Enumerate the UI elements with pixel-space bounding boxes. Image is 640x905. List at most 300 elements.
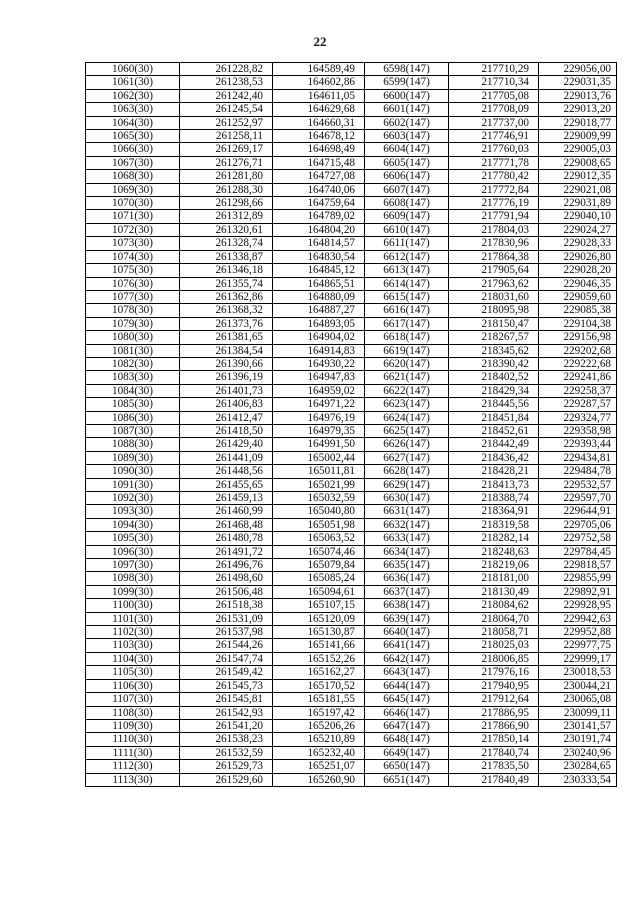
cell-y-right: 229104,38 bbox=[539, 317, 617, 330]
cell-y-right: 229028,33 bbox=[539, 237, 617, 250]
cell-x-right: 217771,78 bbox=[449, 156, 539, 169]
table-row bbox=[86, 411, 617, 424]
cell-x-right: 218058,71 bbox=[449, 626, 539, 639]
table-row bbox=[86, 599, 617, 612]
cell-y-right: 229784,45 bbox=[539, 545, 617, 558]
cell-y-right: 229287,57 bbox=[539, 398, 617, 411]
cell-x-left: 261491,72 bbox=[180, 545, 273, 558]
cell-x-left: 261338,87 bbox=[180, 250, 273, 263]
cell-x-left: 261245,54 bbox=[180, 103, 273, 116]
cell-point-id-left: 1084(30) bbox=[86, 384, 180, 397]
cell-y-left: 165085,24 bbox=[273, 572, 365, 585]
cell-point-id-right: 6642(147) bbox=[365, 652, 449, 665]
cell-x-left: 261441,09 bbox=[180, 451, 273, 464]
cell-x-right: 218445,56 bbox=[449, 398, 539, 411]
cell-y-left: 165260,90 bbox=[273, 773, 365, 786]
cell-y-right: 229028,20 bbox=[539, 264, 617, 277]
cell-point-id-right: 6636(147) bbox=[365, 572, 449, 585]
cell-y-left: 165011,81 bbox=[273, 465, 365, 478]
coordinates-table-body bbox=[86, 63, 617, 787]
cell-y-right: 229031,89 bbox=[539, 197, 617, 210]
cell-point-id-left: 1100(30) bbox=[86, 599, 180, 612]
cell-x-right: 218388,74 bbox=[449, 492, 539, 505]
cell-point-id-right: 6605(147) bbox=[365, 156, 449, 169]
cell-x-right: 217780,42 bbox=[449, 170, 539, 183]
cell-point-id-left: 1075(30) bbox=[86, 264, 180, 277]
cell-x-left: 261532,59 bbox=[180, 746, 273, 759]
cell-y-left: 164930,22 bbox=[273, 357, 365, 370]
cell-y-right: 229434,81 bbox=[539, 451, 617, 464]
cell-point-id-left: 1095(30) bbox=[86, 532, 180, 545]
cell-y-left: 164789,02 bbox=[273, 210, 365, 223]
cell-x-left: 261312,89 bbox=[180, 210, 273, 223]
cell-y-right: 229012,35 bbox=[539, 170, 617, 183]
cell-x-left: 261269,17 bbox=[180, 143, 273, 156]
cell-y-left: 164893,05 bbox=[273, 317, 365, 330]
cell-y-left: 164740,06 bbox=[273, 183, 365, 196]
cell-y-right: 230240,96 bbox=[539, 746, 617, 759]
cell-x-left: 261228,82 bbox=[180, 63, 273, 76]
cell-x-left: 261496,76 bbox=[180, 559, 273, 572]
cell-point-id-right: 6634(147) bbox=[365, 545, 449, 558]
cell-point-id-left: 1066(30) bbox=[86, 143, 180, 156]
cell-point-id-right: 6641(147) bbox=[365, 639, 449, 652]
cell-y-right: 229040,10 bbox=[539, 210, 617, 223]
cell-point-id-right: 6637(147) bbox=[365, 585, 449, 598]
cell-point-id-right: 6619(147) bbox=[365, 344, 449, 357]
cell-y-left: 164611,05 bbox=[273, 89, 365, 102]
cell-point-id-right: 6638(147) bbox=[365, 599, 449, 612]
cell-y-right: 229892,91 bbox=[539, 585, 617, 598]
table-row bbox=[86, 532, 617, 545]
cell-point-id-right: 6646(147) bbox=[365, 706, 449, 719]
cell-y-right: 230141,57 bbox=[539, 719, 617, 732]
cell-y-right: 229855,99 bbox=[539, 572, 617, 585]
cell-x-right: 217940,95 bbox=[449, 679, 539, 692]
cell-y-left: 165152,26 bbox=[273, 652, 365, 665]
cell-y-left: 164660,31 bbox=[273, 116, 365, 129]
cell-x-left: 261547,74 bbox=[180, 652, 273, 665]
cell-y-left: 164914,83 bbox=[273, 344, 365, 357]
cell-x-left: 261401,73 bbox=[180, 384, 273, 397]
cell-point-id-right: 6635(147) bbox=[365, 559, 449, 572]
cell-x-right: 218181,00 bbox=[449, 572, 539, 585]
cell-x-right: 217737,00 bbox=[449, 116, 539, 129]
cell-point-id-left: 1083(30) bbox=[86, 371, 180, 384]
cell-point-id-left: 1108(30) bbox=[86, 706, 180, 719]
cell-x-right: 217710,34 bbox=[449, 76, 539, 89]
cell-y-left: 165040,80 bbox=[273, 505, 365, 518]
cell-y-left: 165051,98 bbox=[273, 518, 365, 531]
table-row bbox=[86, 492, 617, 505]
cell-y-left: 165120,09 bbox=[273, 612, 365, 625]
cell-y-right: 229013,76 bbox=[539, 89, 617, 102]
cell-y-left: 165079,84 bbox=[273, 559, 365, 572]
cell-y-right: 229597,70 bbox=[539, 492, 617, 505]
cell-x-left: 261429,40 bbox=[180, 438, 273, 451]
cell-y-left: 165162,27 bbox=[273, 666, 365, 679]
cell-y-left: 164991,50 bbox=[273, 438, 365, 451]
cell-x-left: 261459,13 bbox=[180, 492, 273, 505]
cell-y-left: 164845,12 bbox=[273, 264, 365, 277]
cell-point-id-left: 1061(30) bbox=[86, 76, 180, 89]
cell-x-left: 261320,61 bbox=[180, 223, 273, 236]
cell-point-id-right: 6603(147) bbox=[365, 130, 449, 143]
coordinates-table bbox=[85, 62, 617, 787]
cell-x-right: 217840,74 bbox=[449, 746, 539, 759]
table-row bbox=[86, 572, 617, 585]
cell-x-right: 218436,42 bbox=[449, 451, 539, 464]
table-row bbox=[86, 585, 617, 598]
cell-x-right: 217835,50 bbox=[449, 760, 539, 773]
cell-y-right: 229059,60 bbox=[539, 290, 617, 303]
cell-y-left: 164759,64 bbox=[273, 197, 365, 210]
cell-x-left: 261537,98 bbox=[180, 626, 273, 639]
cell-point-id-left: 1094(30) bbox=[86, 518, 180, 531]
cell-x-left: 261468,48 bbox=[180, 518, 273, 531]
cell-point-id-right: 6622(147) bbox=[365, 384, 449, 397]
cell-x-left: 261506,48 bbox=[180, 585, 273, 598]
table-row bbox=[86, 760, 617, 773]
table-row bbox=[86, 357, 617, 370]
cell-point-id-right: 6643(147) bbox=[365, 666, 449, 679]
cell-x-left: 261252,97 bbox=[180, 116, 273, 129]
table-row bbox=[86, 438, 617, 451]
cell-x-left: 261242,40 bbox=[180, 89, 273, 102]
cell-point-id-left: 1097(30) bbox=[86, 559, 180, 572]
cell-point-id-right: 6639(147) bbox=[365, 612, 449, 625]
cell-point-id-right: 6614(147) bbox=[365, 277, 449, 290]
cell-point-id-left: 1107(30) bbox=[86, 693, 180, 706]
cell-point-id-left: 1088(30) bbox=[86, 438, 180, 451]
cell-y-right: 230333,54 bbox=[539, 773, 617, 786]
cell-point-id-right: 6647(147) bbox=[365, 719, 449, 732]
table-row bbox=[86, 290, 617, 303]
cell-y-right: 229202,68 bbox=[539, 344, 617, 357]
cell-x-left: 261281,80 bbox=[180, 170, 273, 183]
cell-point-id-left: 1069(30) bbox=[86, 183, 180, 196]
cell-point-id-right: 6606(147) bbox=[365, 170, 449, 183]
cell-x-left: 261238,53 bbox=[180, 76, 273, 89]
table-row bbox=[86, 277, 617, 290]
cell-point-id-right: 6630(147) bbox=[365, 492, 449, 505]
cell-x-right: 218390,42 bbox=[449, 357, 539, 370]
cell-y-left: 164715,48 bbox=[273, 156, 365, 169]
table-row bbox=[86, 183, 617, 196]
cell-y-right: 229818,57 bbox=[539, 559, 617, 572]
cell-point-id-right: 6631(147) bbox=[365, 505, 449, 518]
cell-x-right: 218364,91 bbox=[449, 505, 539, 518]
cell-point-id-left: 1096(30) bbox=[86, 545, 180, 558]
cell-y-left: 165197,42 bbox=[273, 706, 365, 719]
cell-point-id-left: 1090(30) bbox=[86, 465, 180, 478]
cell-x-left: 261362,86 bbox=[180, 290, 273, 303]
cell-x-right: 218130,49 bbox=[449, 585, 539, 598]
cell-x-right: 217791,94 bbox=[449, 210, 539, 223]
cell-y-left: 165251,07 bbox=[273, 760, 365, 773]
cell-x-right: 218442,49 bbox=[449, 438, 539, 451]
cell-point-id-right: 6599(147) bbox=[365, 76, 449, 89]
cell-x-right: 217840,49 bbox=[449, 773, 539, 786]
cell-x-right: 218428,21 bbox=[449, 465, 539, 478]
table-row bbox=[86, 505, 617, 518]
cell-point-id-right: 6616(147) bbox=[365, 304, 449, 317]
cell-point-id-left: 1060(30) bbox=[86, 63, 180, 76]
cell-point-id-left: 1101(30) bbox=[86, 612, 180, 625]
cell-x-left: 261448,56 bbox=[180, 465, 273, 478]
cell-y-right: 229013,20 bbox=[539, 103, 617, 116]
cell-point-id-left: 1099(30) bbox=[86, 585, 180, 598]
cell-point-id-right: 6607(147) bbox=[365, 183, 449, 196]
table-row bbox=[86, 518, 617, 531]
cell-y-left: 165002,44 bbox=[273, 451, 365, 464]
cell-point-id-left: 1112(30) bbox=[86, 760, 180, 773]
table-row bbox=[86, 130, 617, 143]
cell-y-left: 164629,68 bbox=[273, 103, 365, 116]
table-row bbox=[86, 545, 617, 558]
cell-x-left: 261545,81 bbox=[180, 693, 273, 706]
cell-point-id-left: 1065(30) bbox=[86, 130, 180, 143]
cell-x-left: 261412,47 bbox=[180, 411, 273, 424]
cell-x-right: 218031,60 bbox=[449, 290, 539, 303]
cell-point-id-left: 1076(30) bbox=[86, 277, 180, 290]
cell-x-right: 218452,61 bbox=[449, 424, 539, 437]
cell-y-left: 164589,49 bbox=[273, 63, 365, 76]
cell-y-right: 229021,08 bbox=[539, 183, 617, 196]
cell-x-left: 261538,23 bbox=[180, 733, 273, 746]
table-row bbox=[86, 451, 617, 464]
table-row bbox=[86, 170, 617, 183]
table-row bbox=[86, 143, 617, 156]
cell-x-left: 261529,60 bbox=[180, 773, 273, 786]
cell-y-left: 165021,99 bbox=[273, 478, 365, 491]
cell-y-right: 230284,65 bbox=[539, 760, 617, 773]
cell-x-right: 217866,90 bbox=[449, 719, 539, 732]
table-row bbox=[86, 76, 617, 89]
cell-x-right: 217850,14 bbox=[449, 733, 539, 746]
table-row bbox=[86, 424, 617, 437]
cell-point-id-left: 1103(30) bbox=[86, 639, 180, 652]
table-row bbox=[86, 210, 617, 223]
table-row bbox=[86, 679, 617, 692]
cell-x-right: 218413,73 bbox=[449, 478, 539, 491]
cell-y-right: 229393,44 bbox=[539, 438, 617, 451]
cell-y-left: 164865,51 bbox=[273, 277, 365, 290]
cell-point-id-left: 1087(30) bbox=[86, 424, 180, 437]
cell-y-right: 229484,78 bbox=[539, 465, 617, 478]
cell-point-id-right: 6629(147) bbox=[365, 478, 449, 491]
cell-y-right: 229009,99 bbox=[539, 130, 617, 143]
cell-x-right: 217864,38 bbox=[449, 250, 539, 263]
cell-x-left: 261396,19 bbox=[180, 371, 273, 384]
cell-y-left: 165206,26 bbox=[273, 719, 365, 732]
cell-x-left: 261298,66 bbox=[180, 197, 273, 210]
cell-point-id-left: 1064(30) bbox=[86, 116, 180, 129]
cell-point-id-right: 6632(147) bbox=[365, 518, 449, 531]
cell-y-left: 165094,61 bbox=[273, 585, 365, 598]
cell-point-id-left: 1093(30) bbox=[86, 505, 180, 518]
table-row bbox=[86, 156, 617, 169]
cell-point-id-left: 1062(30) bbox=[86, 89, 180, 102]
cell-x-left: 261549,42 bbox=[180, 666, 273, 679]
cell-point-id-left: 1091(30) bbox=[86, 478, 180, 491]
cell-x-right: 218084,62 bbox=[449, 599, 539, 612]
cell-point-id-right: 6644(147) bbox=[365, 679, 449, 692]
cell-point-id-right: 6601(147) bbox=[365, 103, 449, 116]
cell-y-right: 229644,91 bbox=[539, 505, 617, 518]
cell-x-left: 261545,73 bbox=[180, 679, 273, 692]
cell-y-left: 164727,08 bbox=[273, 170, 365, 183]
cell-point-id-right: 6609(147) bbox=[365, 210, 449, 223]
cell-point-id-right: 6613(147) bbox=[365, 264, 449, 277]
cell-y-right: 229928,95 bbox=[539, 599, 617, 612]
cell-x-right: 217772,84 bbox=[449, 183, 539, 196]
cell-x-right: 218064,70 bbox=[449, 612, 539, 625]
cell-y-left: 165210,89 bbox=[273, 733, 365, 746]
table-row bbox=[86, 371, 617, 384]
cell-x-left: 261258,11 bbox=[180, 130, 273, 143]
cell-y-right: 229156,98 bbox=[539, 331, 617, 344]
cell-point-id-right: 6651(147) bbox=[365, 773, 449, 786]
cell-point-id-right: 6600(147) bbox=[365, 89, 449, 102]
cell-x-right: 218095,98 bbox=[449, 304, 539, 317]
cell-point-id-right: 6602(147) bbox=[365, 116, 449, 129]
cell-point-id-right: 6604(147) bbox=[365, 143, 449, 156]
cell-x-left: 261544,26 bbox=[180, 639, 273, 652]
cell-y-right: 229046,35 bbox=[539, 277, 617, 290]
table-row bbox=[86, 773, 617, 786]
cell-y-left: 165032,59 bbox=[273, 492, 365, 505]
cell-point-id-left: 1085(30) bbox=[86, 398, 180, 411]
cell-y-left: 164880,09 bbox=[273, 290, 365, 303]
cell-y-right: 229085,38 bbox=[539, 304, 617, 317]
page-number: 22 bbox=[313, 34, 327, 49]
cell-y-left: 164979,35 bbox=[273, 424, 365, 437]
cell-y-right: 229358,98 bbox=[539, 424, 617, 437]
cell-y-right: 229024,27 bbox=[539, 223, 617, 236]
cell-y-right: 230191,74 bbox=[539, 733, 617, 746]
cell-point-id-left: 1077(30) bbox=[86, 290, 180, 303]
table-row bbox=[86, 237, 617, 250]
cell-point-id-left: 1068(30) bbox=[86, 170, 180, 183]
cell-x-left: 261328,74 bbox=[180, 237, 273, 250]
cell-point-id-right: 6626(147) bbox=[365, 438, 449, 451]
cell-x-right: 217905,64 bbox=[449, 264, 539, 277]
cell-x-right: 218248,63 bbox=[449, 545, 539, 558]
cell-x-left: 261480,78 bbox=[180, 532, 273, 545]
cell-point-id-left: 1104(30) bbox=[86, 652, 180, 665]
cell-point-id-right: 6649(147) bbox=[365, 746, 449, 759]
table-row bbox=[86, 693, 617, 706]
cell-point-id-right: 6610(147) bbox=[365, 223, 449, 236]
table-row bbox=[86, 666, 617, 679]
table-row bbox=[86, 652, 617, 665]
cell-y-right: 229222,68 bbox=[539, 357, 617, 370]
cell-y-left: 165141,66 bbox=[273, 639, 365, 652]
cell-y-right: 229008,65 bbox=[539, 156, 617, 169]
cell-y-left: 164887,27 bbox=[273, 304, 365, 317]
table-row bbox=[86, 331, 617, 344]
cell-y-right: 229056,00 bbox=[539, 63, 617, 76]
cell-x-right: 217963,62 bbox=[449, 277, 539, 290]
cell-x-right: 218345,62 bbox=[449, 344, 539, 357]
cell-x-left: 261346,18 bbox=[180, 264, 273, 277]
cell-point-id-left: 1080(30) bbox=[86, 331, 180, 344]
table-row bbox=[86, 612, 617, 625]
cell-x-right: 218150,47 bbox=[449, 317, 539, 330]
cell-y-left: 164904,02 bbox=[273, 331, 365, 344]
cell-point-id-left: 1086(30) bbox=[86, 411, 180, 424]
table-row bbox=[86, 733, 617, 746]
cell-y-right: 230099,11 bbox=[539, 706, 617, 719]
cell-point-id-left: 1072(30) bbox=[86, 223, 180, 236]
cell-x-left: 261541,20 bbox=[180, 719, 273, 732]
table-row bbox=[86, 304, 617, 317]
cell-x-left: 261384,54 bbox=[180, 344, 273, 357]
cell-x-right: 218025,03 bbox=[449, 639, 539, 652]
table-row bbox=[86, 116, 617, 129]
cell-x-left: 261498,60 bbox=[180, 572, 273, 585]
cell-x-left: 261418,50 bbox=[180, 424, 273, 437]
cell-point-id-left: 1071(30) bbox=[86, 210, 180, 223]
table-row bbox=[86, 89, 617, 102]
cell-x-left: 261355,74 bbox=[180, 277, 273, 290]
cell-point-id-left: 1110(30) bbox=[86, 733, 180, 746]
cell-point-id-left: 1105(30) bbox=[86, 666, 180, 679]
cell-x-left: 261455,65 bbox=[180, 478, 273, 491]
cell-y-right: 229952,88 bbox=[539, 626, 617, 639]
cell-x-left: 261288,30 bbox=[180, 183, 273, 196]
table-row bbox=[86, 746, 617, 759]
cell-point-id-left: 1082(30) bbox=[86, 357, 180, 370]
cell-x-right: 217830,96 bbox=[449, 237, 539, 250]
cell-point-id-left: 1074(30) bbox=[86, 250, 180, 263]
cell-x-right: 217746,91 bbox=[449, 130, 539, 143]
cell-y-right: 229005,03 bbox=[539, 143, 617, 156]
cell-y-left: 164814,57 bbox=[273, 237, 365, 250]
cell-y-right: 229026,80 bbox=[539, 250, 617, 263]
cell-y-left: 165170,52 bbox=[273, 679, 365, 692]
cell-x-left: 261518,38 bbox=[180, 599, 273, 612]
cell-point-id-left: 1089(30) bbox=[86, 451, 180, 464]
cell-x-right: 217804,03 bbox=[449, 223, 539, 236]
cell-y-right: 230044,21 bbox=[539, 679, 617, 692]
cell-y-right: 229241,86 bbox=[539, 371, 617, 384]
cell-y-right: 229999,17 bbox=[539, 652, 617, 665]
table-row bbox=[86, 344, 617, 357]
cell-y-left: 165063,52 bbox=[273, 532, 365, 545]
cell-x-left: 261542,93 bbox=[180, 706, 273, 719]
cell-point-id-left: 1106(30) bbox=[86, 679, 180, 692]
cell-point-id-right: 6623(147) bbox=[365, 398, 449, 411]
cell-x-left: 261529,73 bbox=[180, 760, 273, 773]
cell-x-right: 217776,19 bbox=[449, 197, 539, 210]
table-row bbox=[86, 478, 617, 491]
cell-y-left: 164947,83 bbox=[273, 371, 365, 384]
cell-point-id-left: 1113(30) bbox=[86, 773, 180, 786]
cell-point-id-right: 6612(147) bbox=[365, 250, 449, 263]
table-row bbox=[86, 706, 617, 719]
cell-point-id-left: 1109(30) bbox=[86, 719, 180, 732]
table-row bbox=[86, 384, 617, 397]
cell-x-right: 218319,58 bbox=[449, 518, 539, 531]
cell-y-left: 165074,46 bbox=[273, 545, 365, 558]
cell-y-left: 165130,87 bbox=[273, 626, 365, 639]
cell-y-left: 165232,40 bbox=[273, 746, 365, 759]
cell-x-right: 217976,16 bbox=[449, 666, 539, 679]
cell-x-left: 261406,83 bbox=[180, 398, 273, 411]
cell-point-id-left: 1111(30) bbox=[86, 746, 180, 759]
